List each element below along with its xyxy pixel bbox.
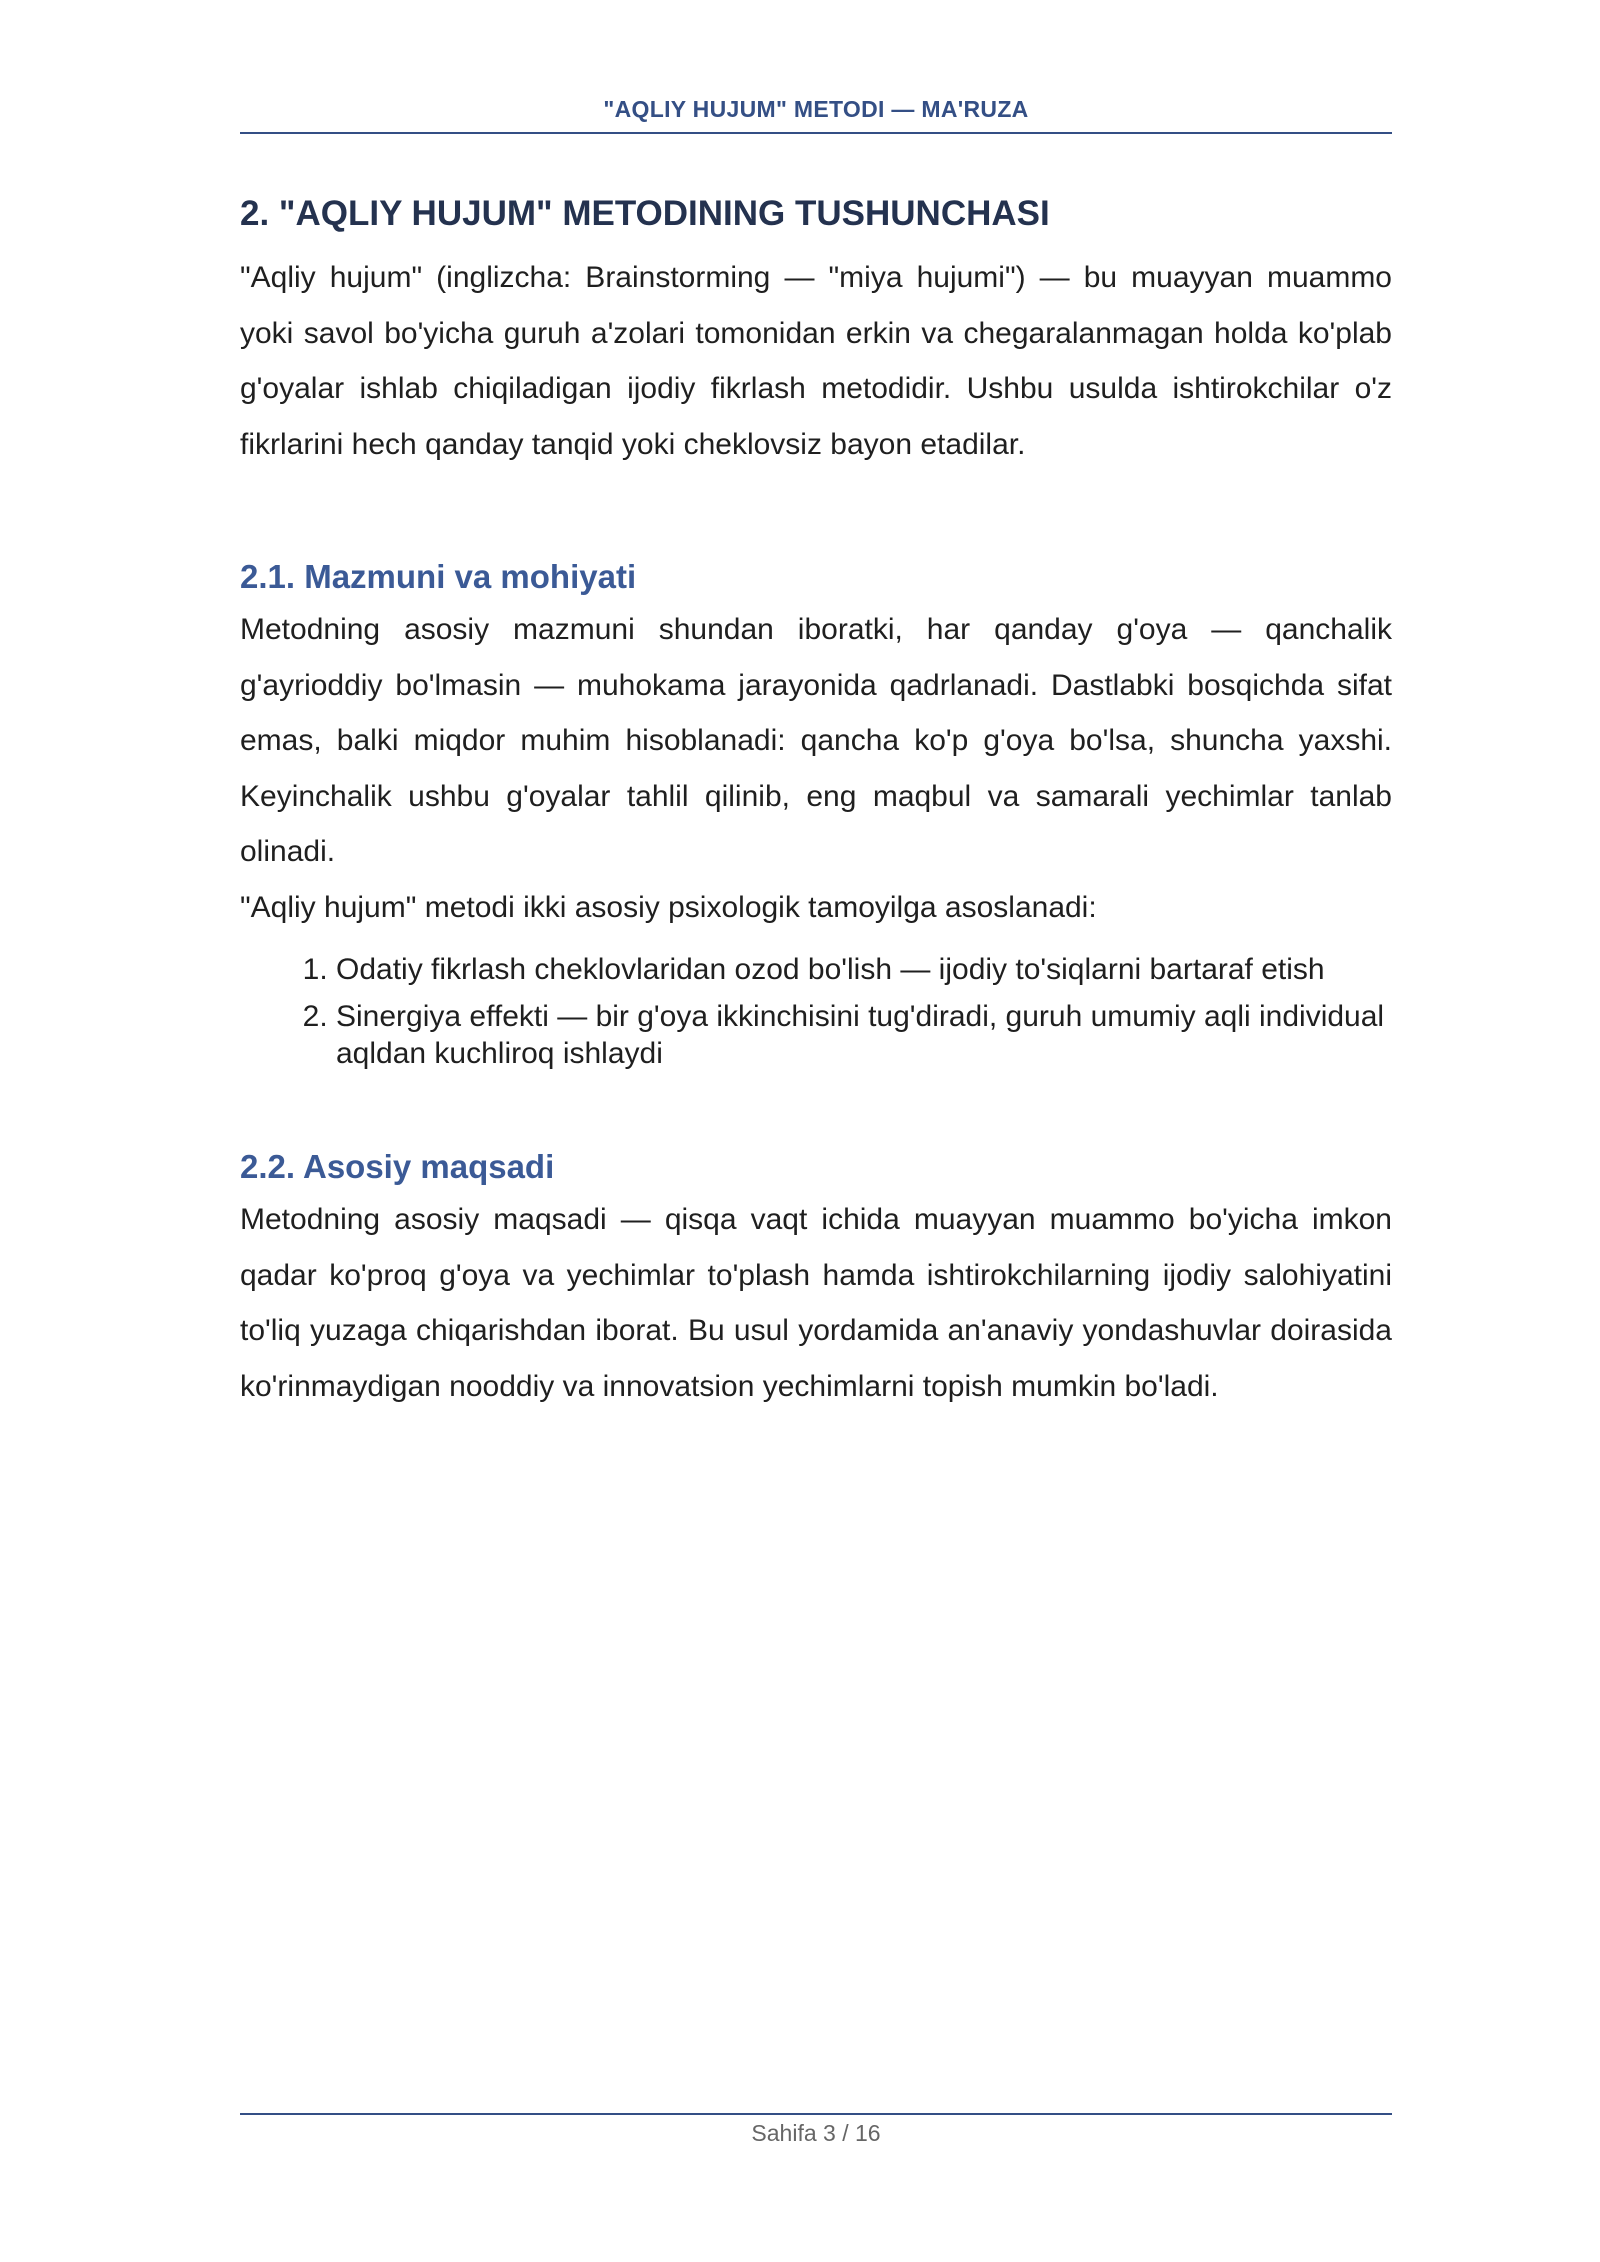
- section-title: 2. "AQLIY HUJUM" METODINING TUSHUNCHASI: [240, 194, 1050, 233]
- section-paragraph: "Aqliy hujum" (inglizcha: Brainstorming — "miya hujumi") — bu muayyan muammo yoki savol bo'yicha guruh a'zolari tomonidan erkin va chegaralanmagan holda ko'plab g'oyalar ishlab chiqiladigan ijodiy fikrlash metodidir. Ushbu usulda ishtirokchilar o'z fikrlarini hech qanday tanqid yoki cheklovsiz bayon etadilar.: [240, 261, 1392, 461]
- subsection-paragraph-maqsadi: Metodning asosiy maqsadi — qisqa vaqt ichida muayyan muammo bo'yicha imkon qadar ko'proq g'oya va yechimlar to'plash hamda ishtirokchilarning ijodiy salohiyatini to'liq yuzaga chiqarishdan iborat. Bu usul yordamida an'anaviy yondashuvlar doirasida ko'rinmaydigan nooddiy va innovatsion yechimlarni topish mumkin bo'ladi.: [240, 1203, 1392, 1403]
- principles-list: [240, 951, 1392, 1072]
- list-item: 2. Sinergiya effekti — bir g'oya ikkinchisini tug'diradi, guruh umumiy aqli individual aqldan kuchliroq ishlaydi: [336, 998, 1392, 1072]
- subsection-paragraph-mazmuni: Metodning asosiy mazmuni shundan iboratki, har qanday g'oya — qanchalik g'ayrioddiy bo'lmasin — muhokama jarayonida qadrlanadi. Dastlabki bosqichda sifat emas, balki miqdor muhim hisoblanadi: qancha ko'p g'oya bo'lsa, shuncha yaxshi. Keyinchalik ushbu g'oyalar tahlil qilinib, eng maqbul va samarali yechimlar tanlab olinadi.: [240, 613, 1392, 868]
- page-content: [240, 188, 1392, 1414]
- subsection-title-mazmuni: 2.1. Mazmuni va mohiyati: [240, 558, 637, 595]
- page-number: Sahifa 3 / 16: [751, 2120, 881, 2146]
- footer-divider: [240, 2113, 1392, 2115]
- principles-intro: "Aqliy hujum" metodi ikki asosiy psixologik tamoyilga asoslanadi:: [240, 890, 1097, 924]
- running-header: "AQLIY HUJUM" METODI — MA'RUZA: [240, 96, 1392, 134]
- subsection-title-maqsadi: 2.2. Asosiy maqsadi: [240, 1148, 555, 1185]
- list-item: 1. Odatiy fikrlash cheklovlaridan ozod bo'lish — ijodiy to'siqlarni bartaraf etish: [336, 951, 1392, 988]
